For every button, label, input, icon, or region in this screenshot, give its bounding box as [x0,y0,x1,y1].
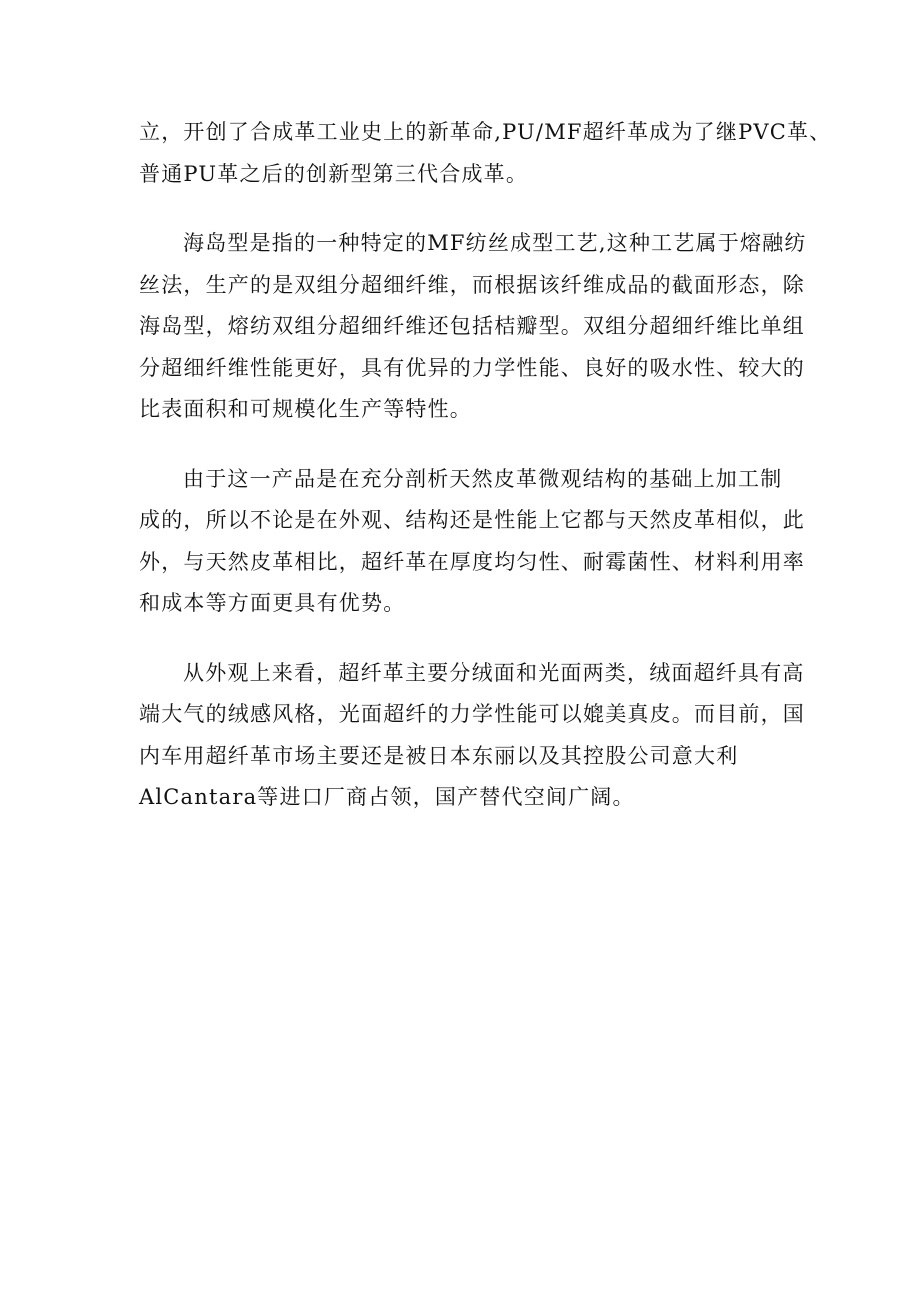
text-line: 成的，所以不论是在外观、结构还是性能上它都与天然皮革相似，此 [139,508,805,532]
text-line: 外，与天然皮革相比，超纤革在厚度均匀性、耐霉菌性、材料利用率 [139,549,805,574]
paragraph-3 [139,459,805,625]
text-line: 比表面积和可规模化生产等特性。 [139,397,472,421]
text-line: 海岛型，熔纺双组分超细纤维还包括桔瓣型。双组分超细纤维比单组 [139,314,805,338]
paragraph-4 [139,653,805,819]
text-line: 立，开创了合成革工业史上的新革命,PU/MF超纤革成为了继PVC革、 [139,120,832,144]
text-line: 端大气的绒感风格，光面超纤的力学性能可以媲美真皮。而目前，国 [139,702,805,726]
text-line: 普通PU革之后的创新型第三代合成革。 [139,161,529,186]
paragraph-2 [139,223,807,431]
text-line: AlCantara等进口厂商占领，国产替代空间广阔。 [139,785,635,809]
text-line: 分超细纤维性能更好，具有优异的力学性能、良好的吸水性、较大的 [139,355,805,380]
text-line: 和成本等方面更具有优势。 [139,591,406,615]
text-line: 海岛型是指的一种特定的MF纺丝成型工艺,这种工艺属于熔融纺 [183,231,807,255]
document-body [139,112,832,847]
text-line: 从外观上来看，超纤革主要分绒面和光面两类，绒面超纤具有高 [183,660,805,685]
text-line: 由于这一产品是在充分剖析天然皮革微观结构的基础上加工制 [183,466,783,491]
text-line: 内车用超纤革市场主要还是被日本东丽以及其控股公司意大利 [139,743,739,768]
text-line: 丝法，生产的是双组分超细纤维，而根据该纤维成品的截面形态，除 [139,272,805,297]
paragraph-1 [139,112,832,195]
